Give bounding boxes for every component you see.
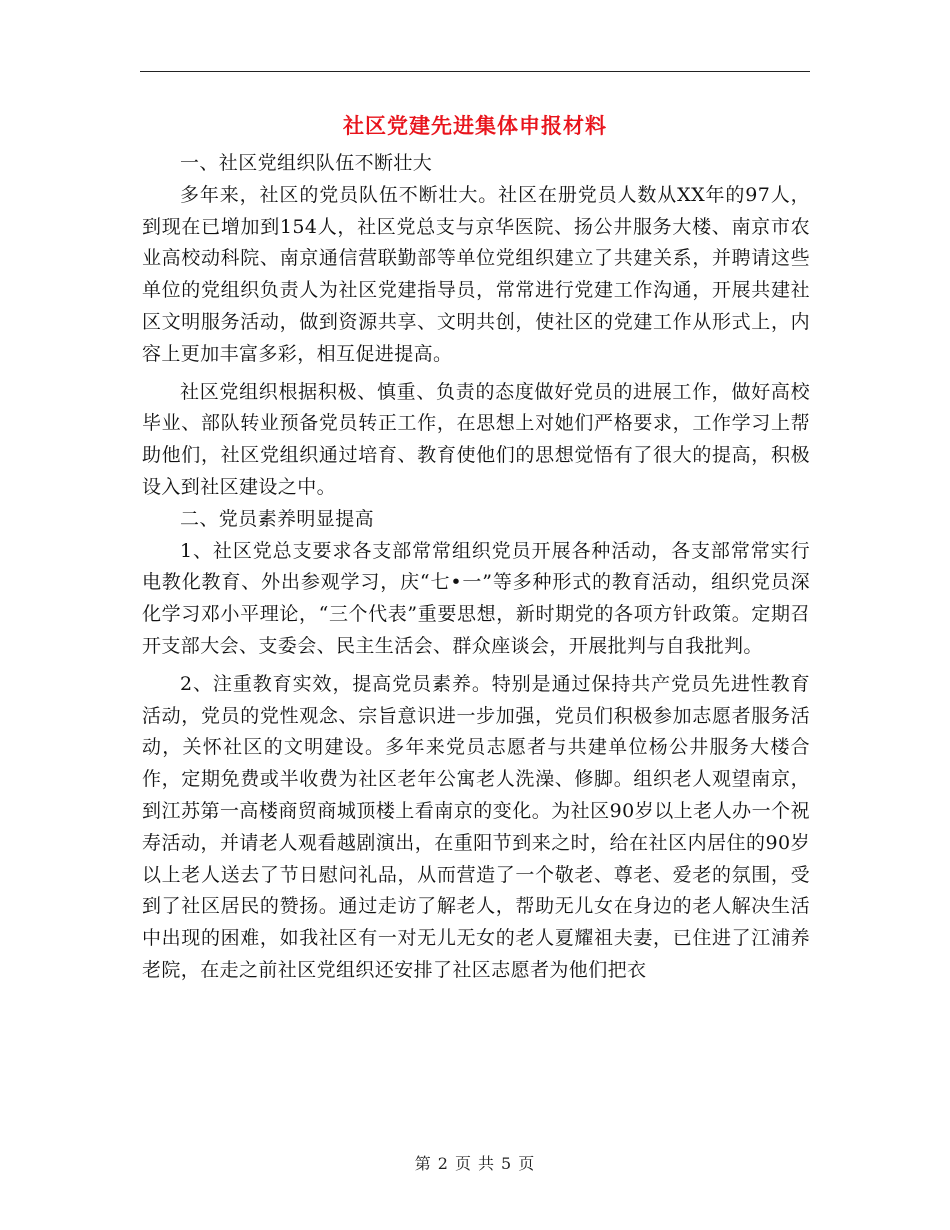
section-heading-2: 二、党员素养明显提高 (180, 507, 375, 530)
paragraph: 社区党组织根据积极、慎重、负责的态度做好党员的进展工作，做好高校毕业、部队转业预备党员转正工作，在思想上对她们严格要求，工作学习上帮助他们，社区党组织通过培育、教育使他们的思想觉悟有了很大的提高，积极设入到社区建设之中。 (142, 380, 810, 498)
footer-page-number: 2 (437, 1154, 449, 1173)
paragraph: 2、注重教育实效，提高党员素养。特别是通过保持共产党员先进性教育活动，党员的党性观念、宗旨意识进一步加强，党员们积极参加志愿者服务活动，关怀社区的文明建设。多年来党员志愿者与共建单位杨公井服务大楼合作，定期免费或半收费为社区老年公寓老人洗澡、修脚。组织老人观望南京，到江苏第一高楼商贸商城顶楼上看南京的变化。为社区90岁以上老人办一个祝寿活动，并请老人观看越剧演出，在重阳节到来之时，给在社区内居住的90岁以上老人送去了节日慰问礼品，从而营造了一个敬老、尊老、爱老的氛围，受到了社区居民的赞扬。通过走访了解老人，帮助无儿女在身边的老人解决生活中出现的困难，如我社区有一对无儿无女的老人夏耀祖夫妻，已住进了江浦养老院，在走之前社区党组织还安排了社区志愿者为他们把衣 (142, 672, 810, 981)
section-heading-1: 一、社区党组织队伍不断壮大 (180, 152, 433, 174)
footer-suffix: 页 (518, 1154, 536, 1173)
footer-total-pages: 5 (501, 1154, 513, 1173)
page-footer (0, 1152, 950, 1176)
paragraph: 多年来，社区的党员队伍不断壮大。社区在册党员人数从XX年的97人，到现在已增加到154人，社区党总支与京华医院、扬公井服务大楼、南京市农业高校动科院、南京通信营联勤部等单位党组织建立了共建关系，并聘请这些单位的党组织负责人为社区党建指导员，常常进行党建工作沟通，开展共建社区文明服务活动，做到资源共享、文明共创，使社区的党建工作从形式上，内容上更加丰富多彩，相互促进提高。 (142, 183, 810, 365)
paragraph: 1、社区党总支要求各支部常常组织党员开展各种活动，各支部常常实行电教化教育、外出参观学习，庆“七•一”等多种形式的教育活动，组织党员深化学习邓小平理论，“三个代表”重要思想，新时期党的各项方针政策。定期召开支部大会、支委会、民主生活会、群众座谈会，开展批判与自我批判。 (142, 539, 810, 657)
document-title: 社区党建先进集体申报材料 (343, 113, 607, 138)
header-rule (140, 71, 810, 72)
footer-prefix: 第 (414, 1154, 432, 1173)
document-body (142, 148, 810, 987)
footer-mid: 页 共 (454, 1154, 496, 1173)
